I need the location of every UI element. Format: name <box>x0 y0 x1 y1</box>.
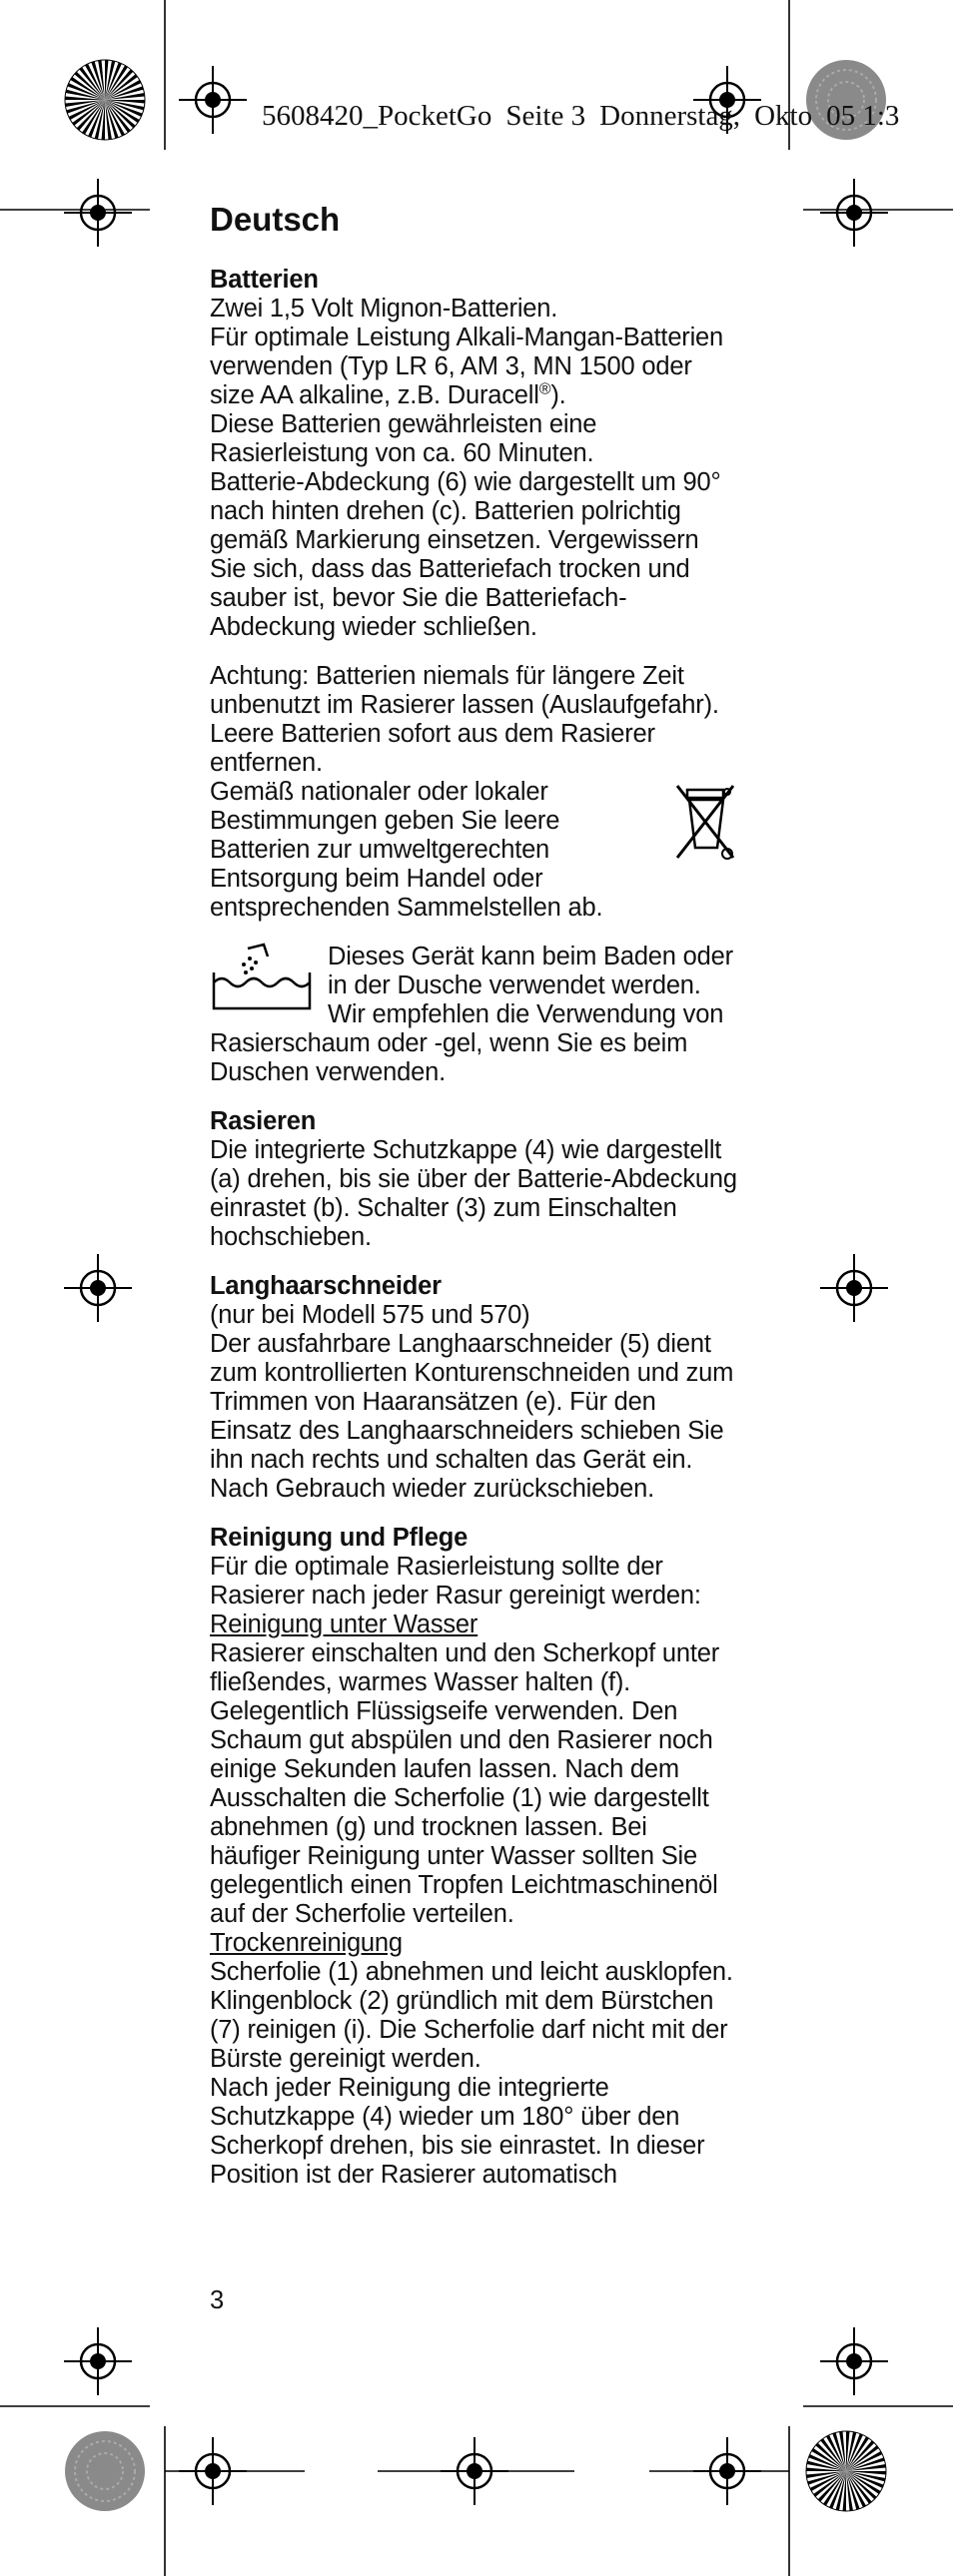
paragraph: Rasierer einschalten und den Scherkopf unter fließendes, warmes Wasser halten (f). Gelegentlich Flüssigseife verwenden. Den Schaum gut abspülen und den Rasierer noch einige Sekunden laufen lassen. Nach dem Ausschalten die Scherfolie (1) wie dargestellt abnehmen (g) und trocknen lassen. Bei häufiger Reinigung unter Wasser sollten Sie gelegentlich einen Tropfen Leichtmaschinenöl auf der Scherfolie verteilen. <box>210 1639 720 1928</box>
paragraph: Der ausfahrbare Langhaarschneider (5) dient zum kontrollierten Konturenschneiden und zum Trimmen von Haaransätzen (e). Für den Einsatz des Langhaarschneiders schieben Sie ihn nach rechts und schalten das Gerät ein. <box>210 1330 734 1474</box>
slug-month: Okto <box>754 100 813 132</box>
section-title: Batterien <box>210 266 319 294</box>
paragraph <box>210 323 737 410</box>
slug-page: Seite 3 <box>505 100 586 132</box>
shower-bath-icon <box>210 943 314 1021</box>
paragraph: Die integrierte Schutzkappe (4) wie dargestellt (a) drehen, bis sie über der Batterie-Abdeckung einrastet (b). Schalter (3) zum Einschalten hochschieben. <box>210 1136 737 1251</box>
page-title: Deutsch <box>210 201 341 238</box>
starburst-icon <box>65 60 145 140</box>
registration-mark-icon <box>820 179 888 247</box>
text: Für optimale Leistung Alkali-Mangan-Batterien verwenden (Typ LR 6, AM 3, MN 1500 oder size AA alkaline, z.B. Duracell <box>210 323 724 409</box>
paragraph: Gemäß nationaler oder lokaler Bestimmungen geben Sie leere Batterien zur umweltgerechten Entsorgung beim Handel oder entsprechenden Sammelstellen ab. <box>210 778 603 922</box>
disposal-block <box>210 778 737 923</box>
section-title: Rasieren <box>210 1107 317 1135</box>
registration-mark-icon <box>179 2437 247 2505</box>
paragraph: Nach Gebrauch wieder zurückschieben. <box>210 1475 654 1503</box>
slug-time: 05 1:3 <box>826 100 900 132</box>
page-number: 3 <box>210 2286 225 2314</box>
print-slug <box>262 94 953 138</box>
paragraph: Zwei 1,5 Volt Mignon-Batterien. <box>210 295 558 322</box>
section-trimmer <box>210 1272 737 1504</box>
section-cleaning <box>210 1524 737 2190</box>
crossed-bin-icon <box>675 782 737 873</box>
paragraph: Batterie-Abdeckung (6) wie dargestellt um 90° nach hinten drehen (c). Batterien polrichtig gemäß Markierung einsetzen. Vergewissern Sie sich, dass das Batteriefach trocken und sauber ist, bevor Sie die Batteriefach-Abdeckung wieder schließen. <box>210 468 721 641</box>
section-batteries <box>210 266 737 642</box>
section-shaving <box>210 1107 737 1252</box>
registration-mark-icon <box>441 2437 508 2505</box>
paragraph: Für die optimale Rasierleistung sollte der Rasierer nach jeder Rasur gereinigt werden: <box>210 1553 701 1610</box>
color-wheel-icon <box>65 2431 145 2511</box>
registration-mark-icon <box>64 179 132 247</box>
slug-file: 5608420_PocketGo <box>262 100 492 132</box>
registered-mark: ® <box>538 380 551 398</box>
paragraph: Dieses Gerät kann beim Baden oder in der Dusche verwendet werden. Wir empfehlen die Verwendung von Rasierschaum oder -gel, wenn Sie es beim Duschen verwenden. <box>210 943 733 1086</box>
section-title: Reinigung und Pflege <box>210 1524 469 1552</box>
subsection-title: Reinigung unter Wasser <box>210 1610 478 1638</box>
manual-content <box>210 200 737 2210</box>
registration-mark-icon <box>693 2437 761 2505</box>
registration-mark-icon <box>64 1254 132 1322</box>
paragraph: Scherfolie (1) abnehmen und leicht ausklopfen. Klingenblock (2) gründlich mit dem Bürstchen (7) reinigen (i). Die Scherfolie darf nicht mit der Bürste gereinigt werden. <box>210 1958 733 2073</box>
registration-mark-icon <box>820 1254 888 1322</box>
paragraph: (nur bei Modell 575 und 570) <box>210 1301 530 1329</box>
slug-day: Donnerstag, <box>599 100 741 132</box>
section-warning <box>210 662 737 923</box>
section-shower <box>210 943 737 1087</box>
paragraph: Diese Batterien gewährleisten eine Rasierleistung von ca. 60 Minuten. <box>210 410 597 467</box>
registration-mark-icon <box>64 2327 132 2395</box>
subsection-title: Trockenreinigung <box>210 1929 403 1957</box>
starburst-icon <box>806 2431 886 2511</box>
paragraph: Nach jeder Reinigung die integrierte Schutzkappe (4) wieder um 180° über den Scherkopf drehen, bis sie einrastet. In dieser Position ist der Rasierer automatisch <box>210 2074 705 2189</box>
text: ). <box>550 381 566 409</box>
registration-mark-icon <box>820 2327 888 2395</box>
section-title: Langhaarschneider <box>210 1272 442 1300</box>
registration-mark-icon <box>179 66 247 134</box>
paragraph: Achtung: Batterien niemals für längere Zeit unbenutzt im Rasierer lassen (Auslaufgefahr). Leere Batterien sofort aus dem Rasierer entfernen. <box>210 662 719 777</box>
